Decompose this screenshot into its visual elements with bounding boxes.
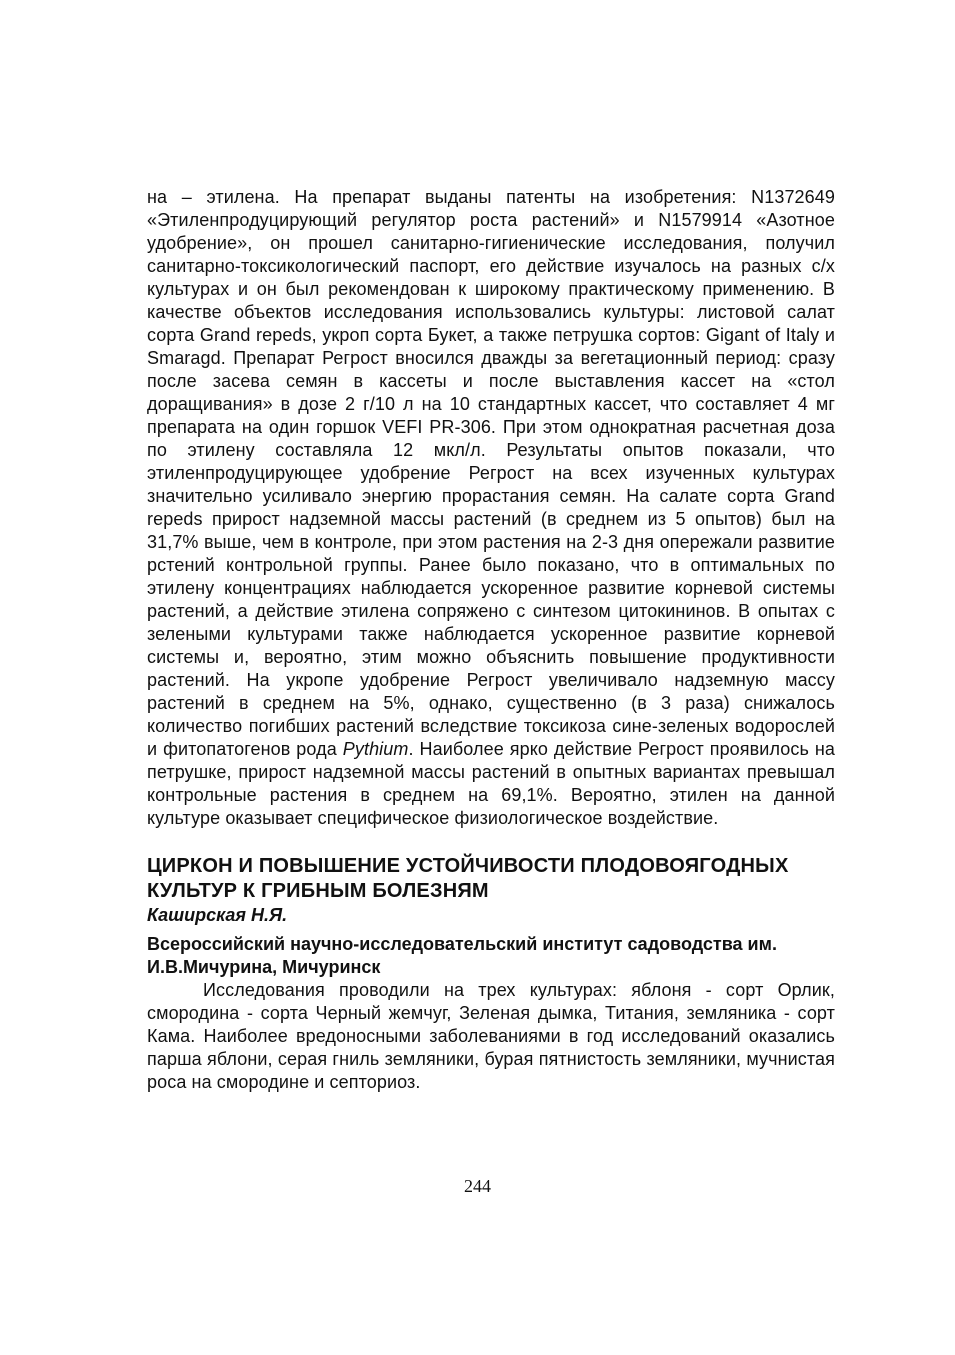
- article-title: ЦИРКОН И ПОВЫШЕНИЕ УСТОЙЧИВОСТИ ПЛОДОВОЯГОДНЫХ КУЛЬТУР К ГРИБНЫМ БОЛЕЗНЯМ: [147, 855, 789, 902]
- body-paragraph-part1: на – этилена. На препарат выданы патенты на изобретения: N1372649 «Этиленпродуцирующий регулятор роста растений» и N1579914 «Азотное удобрение», он прошел санитарно-гигиенические исследования, получил санитарно-токсикологический паспорт, его действие изучалось на разных с/х культурах и он был рекомендован к широкому практическому применению. В качестве объектов исследования использовались культуры: листовой салат сорта Grand repeds, укроп сорта Букет, а также петрушка сортов: Gigant of Italy и Smaragd. Препарат Регрост вносился дважды за вегетационный период: сразу после засева семян в кассеты и после выставления кассет на «стол доращивания» в дозе 2 г/10 л на 10 стандартных кассет, что составляет 4 мг препарата на один горшок VEFI PR-306. При этом однократная расчетная доза по этилену составляла 12 мкл/л. Результаты опытов показали, что этиленпродуцирующее удобрение Регрост на всех изученных культурах значительно усиливало энергию прорастания семян. На салате сорта Grand repeds прирост надземной массы растений (в среднем из 5 опытов) был на 31,7% выше, чем в контроле, при этом растения на 2-3 дня опережали развитие рстений контрольной группы. Ранее было показано, что в оптимальных по этилену концентрациях наблюдается ускоренное развитие корневой системы растений, а действие этилена сопряжено с синтезом цитокининов. В опытах с зелеными культурами также наблюдается ускоренное развитие корневой системы и, вероятно, этим можно объяснить повышение продуктивности растений. На укропе удобрение Регрост увеличивало надземную массу растений в среднем на 5%, однако, существенно (в 3 раза) снижалось количество погибших растений вследствие токсикоза сине-зеленых водорослей и фитопатогенов рода: [147, 187, 835, 759]
- article-affiliation: Всероссийский научно-исследовательский институт садоводства им. И.В.Мичурина, Мичуринск: [147, 934, 777, 977]
- body-paragraph-part2: . Наиболее ярко действие Регрост проявилось на петрушке, прирост надземной массы растений в опытных вариантах превышал контрольные растения в среднем на 69,1%. Вероятно, этилен на данной культуре оказывает специфическое физиологическое воздействие.: [147, 739, 836, 828]
- page-content: [147, 186, 835, 1094]
- page-number: 244: [464, 1176, 491, 1196]
- article-first-paragraph: Исследования проводили на трех культурах: яблоня - сорт Орлик, смородина - сорта Черный жемчуг, Зеленая дымка, Титания, земляника - сорт Кама. Наиболее вредоносными заболеваниями в год исследований оказались парша яблони, серая гниль земляники, бурая пятнистость земляники, мучнистая роса на смородине и септориоз.: [147, 980, 835, 1092]
- body-paragraph: [147, 186, 835, 830]
- article-author: Каширская Н.Я.: [147, 905, 288, 925]
- genus-name: Pythium: [342, 739, 409, 759]
